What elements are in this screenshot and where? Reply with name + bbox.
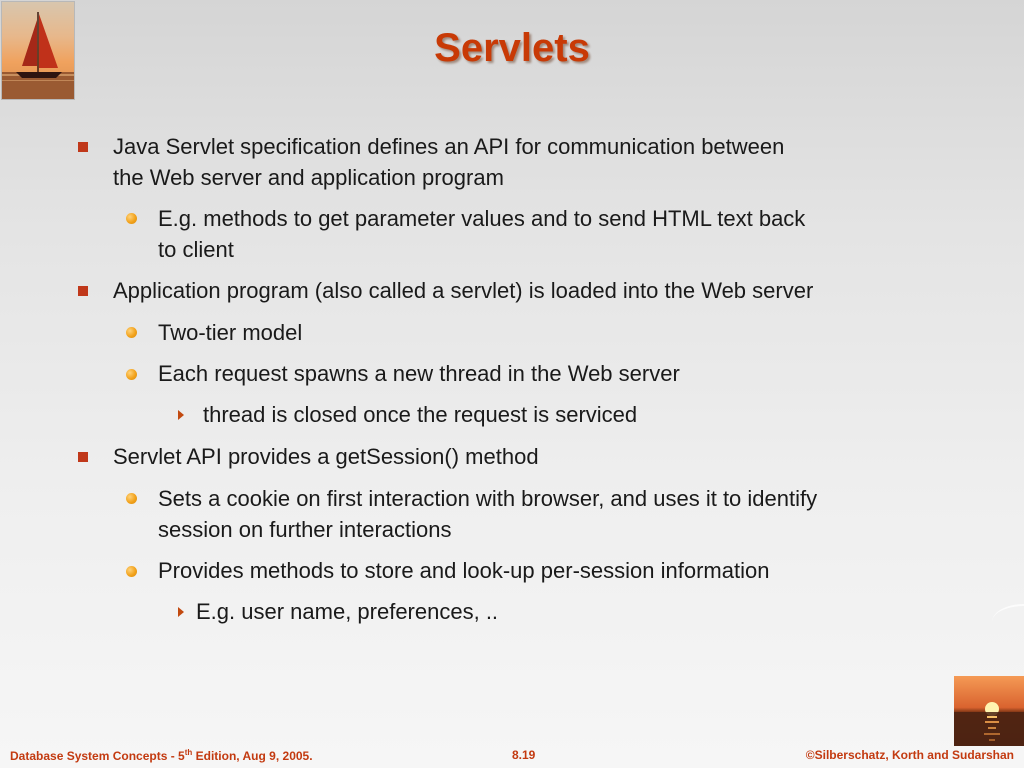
decorative-swoosh	[992, 604, 1024, 622]
bullet-item	[158, 483, 968, 545]
dot-bullet-icon	[126, 493, 137, 504]
dot-bullet-icon	[126, 369, 137, 380]
arrow-bullet-icon	[178, 410, 184, 420]
bullet-item	[158, 358, 958, 389]
footer-page-number: 8.19	[512, 748, 536, 762]
bullet-text-line: Two-tier model	[158, 320, 303, 345]
footer-edition-sup: th	[184, 748, 193, 757]
bullet-text-line: thread is closed once the request is serviced	[203, 402, 638, 427]
bullet-text-line: Java Servlet specification defines an API for communication between	[113, 134, 785, 159]
sunset-image	[954, 676, 1024, 746]
footer-course-title: Database System Concepts - 5	[10, 749, 185, 763]
footer-edition-date: Edition, Aug 9, 2005.	[192, 749, 313, 763]
bullet-text-line: Application program (also called a servlet) is loaded into the Web server	[113, 278, 814, 303]
square-bullet-icon	[78, 452, 88, 462]
slide-title: Servlets	[434, 26, 590, 70]
bullet-item	[158, 203, 958, 265]
bullet-item	[203, 399, 963, 430]
square-bullet-icon	[78, 142, 88, 152]
bullet-item	[113, 131, 973, 193]
bullet-text-line: Each request spawns a new thread in the Web server	[158, 361, 680, 386]
dot-bullet-icon	[126, 327, 137, 338]
bullet-item	[158, 555, 958, 586]
dot-bullet-icon	[126, 566, 137, 577]
bullet-text-line: Sets a cookie on first interaction with browser, and uses it to identify	[158, 486, 818, 511]
bullet-text-line: to client	[158, 237, 234, 262]
bullet-item	[196, 596, 956, 627]
bullet-item	[158, 317, 958, 348]
bullet-text-line: the Web server and application program	[113, 165, 504, 190]
bullet-item	[113, 275, 993, 306]
slide-footer	[0, 746, 1024, 768]
bullet-text-line: E.g. methods to get parameter values and to send HTML text back	[158, 206, 806, 231]
square-bullet-icon	[78, 286, 88, 296]
bullet-text-line: Servlet API provides a getSession() method	[113, 444, 539, 469]
arrow-bullet-icon	[178, 607, 184, 617]
dot-bullet-icon	[126, 213, 137, 224]
footer-course-info	[10, 748, 313, 763]
bullet-item	[113, 441, 973, 472]
footer-copyright: ©Silberschatz, Korth and Sudarshan	[805, 748, 1014, 762]
bullet-text-line: Provides methods to store and look-up per-session information	[158, 558, 770, 583]
bullet-text-line: E.g. user name, preferences, ..	[196, 599, 499, 624]
bullet-text-line: session on further interactions	[158, 517, 452, 542]
